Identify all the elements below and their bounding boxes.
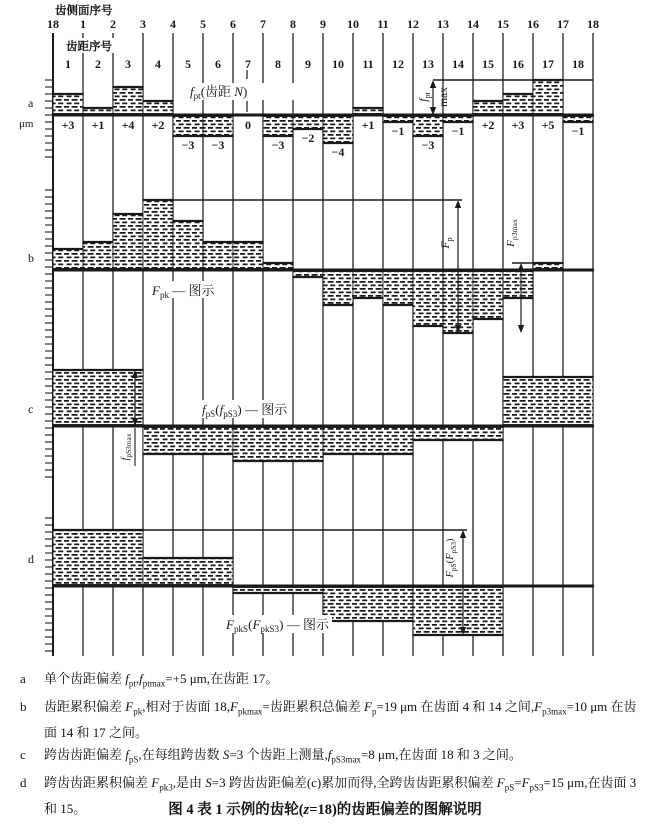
- row-a-bar-16: [503, 94, 533, 114]
- row-a-value-1: +3: [61, 118, 75, 132]
- note-b-text: 齿距累积偏差 $F_{pk}$,相对于齿面 $18,F_{pkmax}=$齿距累积总偏差 $F_p=19$ μm 在齿面 4 和 14 之间$,F_{p3max}=10$ μm 在齿面 14 和 17 之间。: [44, 698, 637, 741]
- note-d-letter: d: [20, 774, 27, 790]
- unit-label: μm: [19, 118, 34, 130]
- row-a-bar-9: [293, 117, 323, 130]
- row-c-bar-3: [233, 428, 323, 462]
- row-b-bar-2: [83, 242, 113, 269]
- note-a-letter: a: [20, 671, 26, 686]
- row-b-bar-6: [203, 242, 233, 269]
- pitch-number-10: 10: [332, 57, 344, 71]
- row-b-bar-5: [173, 221, 203, 269]
- note-a: [0, 668, 650, 695]
- flank-number-9: 9: [320, 17, 326, 31]
- note-b-letter: b: [20, 698, 27, 714]
- row-c-bar-1: [53, 370, 143, 425]
- pitch-number-1: 1: [65, 57, 71, 71]
- flank-numbers: [47, 17, 599, 31]
- flank-axis-label: 齿侧面序号: [55, 5, 113, 17]
- row-a-value-3: +4: [121, 118, 135, 132]
- flank-number-18: 18: [587, 17, 599, 31]
- flank-number-7: 7: [260, 17, 266, 31]
- flank-number-15: 15: [497, 17, 509, 31]
- row-a-bar-17: [533, 80, 563, 114]
- row-d-bar-5: [413, 588, 503, 636]
- flank-number-17: 17: [557, 17, 569, 31]
- pitch-number-7: 7: [245, 57, 251, 71]
- row-a-value-6: −3: [211, 138, 225, 152]
- fpt-dim-label: $f_{pt}$: [418, 92, 432, 102]
- row-a-bar-4: [143, 101, 173, 114]
- row-d-bar-4: [323, 588, 413, 622]
- flank-number-4: 4: [170, 17, 176, 31]
- row-b-bar-11: [353, 272, 383, 299]
- flank-number-11: 11: [377, 17, 389, 31]
- Fp3max-dim-label: $F_{p3max}$: [505, 219, 519, 247]
- flank-number-6: 6: [230, 17, 236, 31]
- row-b-bar-7: [233, 242, 263, 269]
- row-label-b: b: [28, 251, 34, 265]
- max-dim-label: max: [438, 87, 450, 107]
- row-label-c: c: [28, 402, 34, 416]
- pitch-number-9: 9: [305, 57, 311, 71]
- note-a-text: 单个齿距偏差 $f_{pt},f_{ptmax}=+5$ μm,在齿距 17。: [44, 671, 279, 689]
- pitch-number-6: 6: [215, 57, 221, 71]
- row-a-value-12: −1: [391, 124, 405, 138]
- flank-number-16: 16: [527, 17, 539, 31]
- pitch-number-2: 2: [95, 57, 101, 71]
- pitch-number-18: 18: [572, 57, 584, 71]
- flank-number-5: 5: [200, 17, 206, 31]
- FpkS-legend-label: $F_{pkS}(F_{pkS3})$ — 图示: [226, 617, 329, 634]
- row-b-bar-16: [503, 272, 533, 299]
- row-a-bar-15: [473, 101, 503, 114]
- flank-number-8: 8: [290, 17, 296, 31]
- pitch-number-15: 15: [482, 57, 494, 71]
- fpt-pitch-n-label: $f_{pt}$(齿距 N): [190, 84, 248, 101]
- um-scale-ticks: [45, 80, 53, 651]
- row-label-d: d: [28, 552, 34, 566]
- Fpk-legend-label: $F_{pk}$ — 图示: [152, 283, 215, 300]
- row-a-bar-1: [53, 94, 83, 114]
- row-a-value-9: −2: [301, 131, 315, 145]
- note-d-text: 跨齿齿距累积偏差 $F_{pk3}$,是由 S=3 跨齿齿距偏差(c)累加而得,全跨齿齿距累积偏差 $F_{pS}=F_{pS3}=15$ μm,在齿面 3 和 15。: [44, 774, 637, 817]
- flank-number-0: 18: [47, 17, 59, 31]
- flank-number-2: 2: [110, 17, 116, 31]
- row-c-bar-5: [413, 428, 503, 441]
- FpS-dim-label: $F_{pS}(F_{pS3})$: [445, 538, 458, 578]
- pitch-number-13: 13: [422, 57, 434, 71]
- row-b-bar-10: [323, 272, 353, 306]
- pitch-number-8: 8: [275, 57, 281, 71]
- figure-caption: 图 4 表 1 示例的齿轮(z=18)的齿距偏差的图解说明: [168, 802, 482, 818]
- note-c-letter: c: [20, 747, 26, 763]
- row-b-bar-1: [53, 249, 83, 269]
- row-b-bars: [52, 200, 563, 333]
- note-c-text: 跨齿齿距偏差 $f_{pS}$,在每组跨齿数 S=3 个齿距上测量$,f_{pS3max}=8$ μm,在齿面 18 和 3 之间。: [44, 747, 522, 765]
- row-a-value-11: +1: [361, 118, 375, 132]
- pitch-number-5: 5: [185, 57, 191, 71]
- flank-number-1: 1: [80, 17, 86, 31]
- fpS-legend-label: $f_{pS}(f_{pS3})$ — 图示: [202, 402, 288, 419]
- row-a-value-8: −3: [271, 138, 285, 152]
- pitch-number-4: 4: [155, 57, 161, 71]
- row-a-value-14: −1: [451, 124, 465, 138]
- flank-number-14: 14: [467, 17, 479, 31]
- flank-number-3: 3: [140, 17, 146, 31]
- pitch-number-16: 16: [512, 57, 524, 71]
- row-a-value-15: +2: [481, 118, 495, 132]
- pitch-number-11: 11: [362, 57, 374, 71]
- flank-number-13: 13: [437, 17, 449, 31]
- fpS3max-dim-label: $f_{pS3max}$: [120, 433, 133, 461]
- pitch-number-3: 3: [125, 57, 131, 71]
- flank-number-12: 12: [407, 17, 419, 31]
- note-c: [0, 744, 650, 771]
- row-c-bar-2: [143, 428, 233, 455]
- row-d-bar-2: [143, 558, 233, 585]
- row-a-value-5: −3: [181, 138, 195, 152]
- row-b-bar-3: [113, 214, 143, 269]
- Fp-dim-label: $F_p$: [440, 237, 454, 249]
- flank-number-10: 10: [347, 17, 359, 31]
- row-a-value-17: +5: [541, 118, 555, 132]
- pitch-axis-label: 齿距序号: [66, 41, 112, 53]
- row-d-bar-1: [53, 530, 143, 585]
- row-a-value-16: +3: [511, 118, 525, 132]
- row-b-bar-13: [413, 272, 443, 327]
- note-b: [0, 696, 650, 744]
- row-a-value-2: +1: [91, 118, 105, 132]
- row-a-bar-5: [173, 117, 203, 137]
- row-a-bar-3: [113, 87, 143, 114]
- row-b-bar-4: [143, 200, 173, 269]
- row-a-value-7: 0: [245, 118, 251, 132]
- row-a-bar-8: [263, 117, 293, 137]
- row-a-value-10: −4: [331, 145, 345, 159]
- row-c-bar-4: [323, 428, 413, 455]
- row-b-bar-12: [383, 272, 413, 306]
- pitch-number-17: 17: [542, 57, 554, 71]
- row-a-bar-6: [203, 117, 233, 137]
- row-a-value-13: −3: [421, 138, 435, 152]
- row-a-value-4: +2: [151, 118, 165, 132]
- row-label-a: a: [28, 96, 34, 110]
- row-a-bar-10: [323, 117, 353, 144]
- pitch-number-12: 12: [392, 57, 404, 71]
- row-c-bar-6: [503, 377, 593, 425]
- pitch-number-14: 14: [452, 57, 464, 71]
- row-a-bar-13: [413, 117, 443, 137]
- row-a-value-18: −1: [571, 124, 585, 138]
- row-b-bar-15: [473, 272, 503, 320]
